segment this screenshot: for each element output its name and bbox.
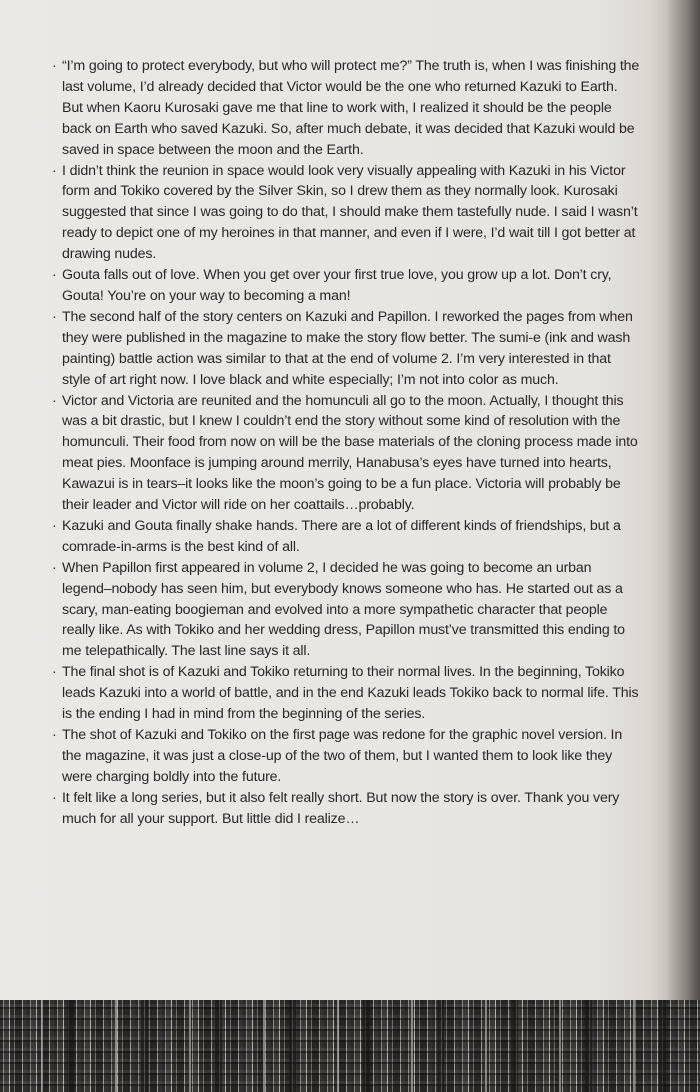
bullet-dot: · <box>52 58 57 74</box>
note-item <box>52 662 642 725</box>
note-item <box>52 56 642 161</box>
note-item <box>52 725 642 788</box>
note-item <box>52 391 642 516</box>
note-text: Kazuki and Gouta finally shake hands. There are a lot of different kinds of friendships, but a comrade-in-arms is the best kind of all. <box>62 517 621 555</box>
page-gutter-shadow <box>666 0 700 1000</box>
bullet-dot: · <box>52 267 57 284</box>
note-item <box>52 558 642 663</box>
bullet-dot: · <box>52 517 57 534</box>
note-text: When Papillon first appeared in volume 2, I decided he was going to become an urban legend–nobody has seen him, but everybody knows someone who has. He started out as a scary, man-eating boogieman and evolved into a more sympathetic character that people really like. As with Tokiko and her wedding dress, Papillon must’ve transmitted this ending to me telepathically. The last line says it all. <box>62 559 625 660</box>
note-text: It felt like a long series, but it also felt really short. But now the story is over. Thank you very much for all your support. But little did I realize… <box>62 789 620 827</box>
note-text: The final shot is of Kazuki and Tokiko returning to their normal lives. In the beginning, Tokiko leads Kazuki into a world of battle, and in the end Kazuki leads Tokiko back to normal life. This is the ending I had in mind from the beginning of the series. <box>62 664 639 723</box>
note-text: The second half of the story centers on Kazuki and Papillon. I reworked the pages from when they were published in the magazine to make the story flow better. The sumi-e (ink and wash painting) battle action was similar to that at the end of volume 2. I’m very interested in that style of art right now. I love black and white especially; I’m not into color as much. <box>62 308 633 388</box>
bullet-dot: · <box>52 789 57 806</box>
note-item <box>52 516 642 558</box>
note-text: I didn’t think the reunion in space would look very visually appealing with Kazuki in his Victor form and Tokiko covered by the Silver Skin, so I drew them as they normally look. Kurosaki suggested that since I was going to do that, I should make them tastefully nude. I said I wasn’t ready to depict one of my heroines in that manner, and even if I were, I’d wait till I got better at drawing nudes. <box>62 162 638 263</box>
author-notes-list <box>52 56 642 830</box>
decorative-footer-pattern <box>0 1000 700 1092</box>
bullet-dot: · <box>52 162 57 179</box>
bullet-dot: · <box>52 727 57 743</box>
note-text: Gouta falls out of love. When you get over your first true love, you grow up a lot. Don’t cry, Gouta! You’re on your way to becoming a man! <box>62 267 612 304</box>
note-text: Victor and Victoria are reunited and the homunculi all go to the moon. Actually, I thought this was a bit drastic, but I knew I couldn’t end the story without some kind of resolution with the homunculi. Their food from now on will be the base materials of the cloning process made into meat pies. Moonface is jumping around merrily, Hanabusa’s eyes have turned into hearts, Kawazui is in tears–it looks like the moon’s going to be a fun place. Victoria will probably be their leader and Victor will ride on her coattails…probably. <box>62 392 638 514</box>
note-item <box>52 161 642 266</box>
note-item <box>52 265 642 307</box>
note-text: The shot of Kazuki and Tokiko on the first page was redone for the graphic novel version. In the magazine, it was just a close-up of the two of them, but I wanted them to look like they were charging boldly into the future. <box>62 727 623 785</box>
bullet-dot: · <box>52 559 57 576</box>
bullet-dot: · <box>52 308 57 325</box>
bullet-dot: · <box>52 392 57 409</box>
note-text: “I’m going to protect everybody, but who will protect me?” The truth is, when I was finishing the last volume, I’d already decided that Victor would be the one who returned Kazuki to Earth. But when Kaoru Kurosaki gave me that line to work with, I realized it should be the people back on Earth who saved Kazuki. So, after much debate, it was decided that Kazuki would be saved in space between the moon and the Earth. <box>62 58 640 158</box>
bullet-dot: · <box>52 664 57 681</box>
note-item <box>52 788 642 830</box>
note-item <box>52 307 642 391</box>
